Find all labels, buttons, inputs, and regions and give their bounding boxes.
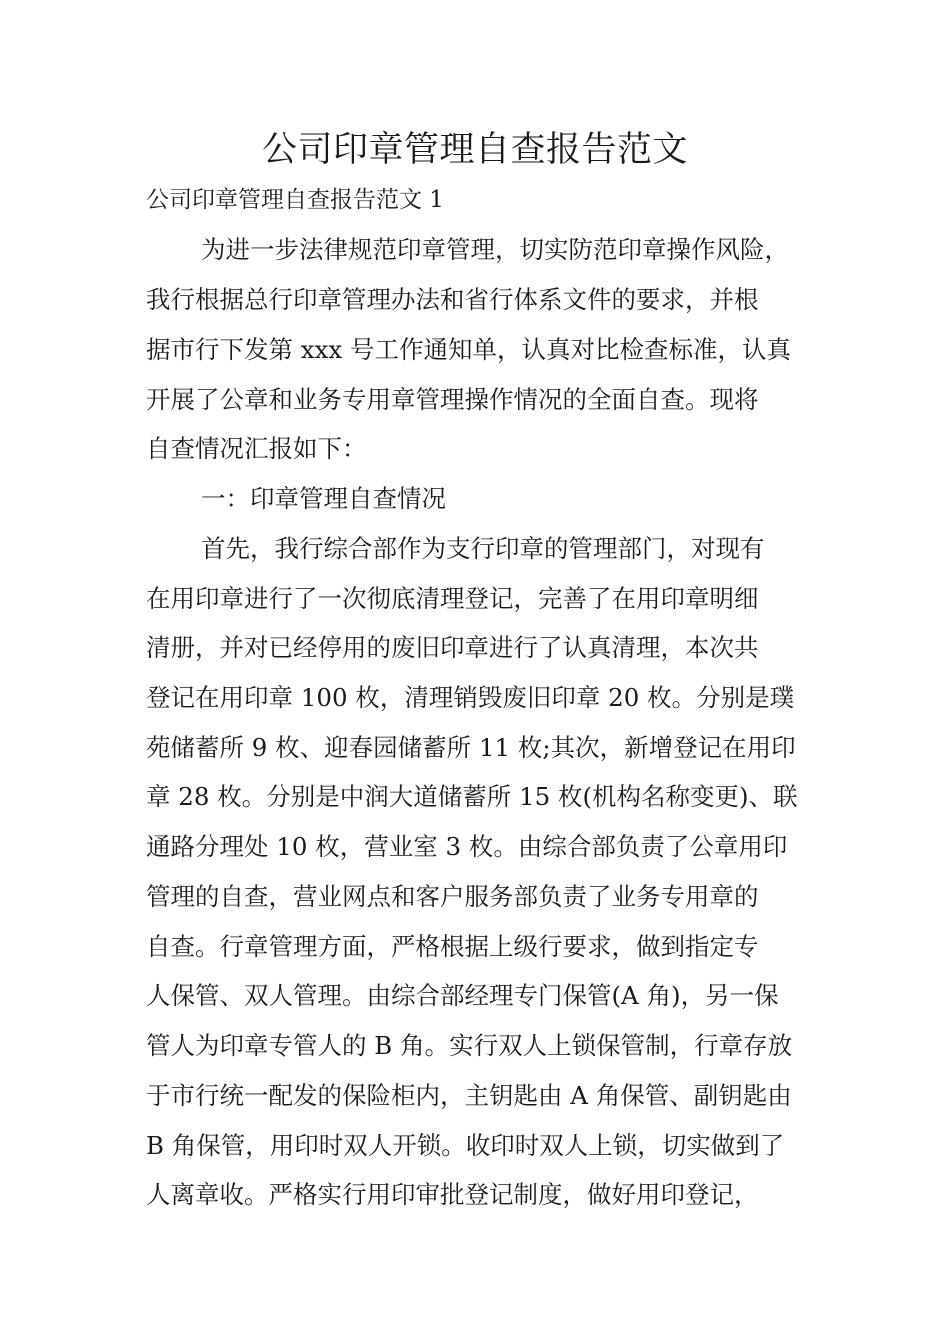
text-line: 开展了公章和业务专用章管理操作情况的全面自查。现将 xyxy=(146,385,759,414)
text-line: 据市行下发第 xxx 号工作通知单，认真对比检查标准，认真 xyxy=(146,335,792,364)
text-line: 管人为印章专管人的 B 角。实行双人上锁保管制，行章存放 xyxy=(146,1031,793,1060)
text-line: 章 28 枚。分别是中润大道储蓄所 15 枚(机构名称变更)、联 xyxy=(146,782,798,811)
section-heading: 一：印章管理自查情况 xyxy=(201,484,446,513)
text-line: 在用印章进行了一次彻底清理登记，完善了在用印章明细 xyxy=(146,584,759,613)
text-line: 通路分理处 10 枚，营业室 3 枚。由综合部负责了公章用印 xyxy=(146,832,788,861)
text-line: 管理的自查，营业网点和客户服务部负责了业务专用章的 xyxy=(146,882,759,911)
text-line: 首先，我行综合部作为支行印章的管理部门，对现有 xyxy=(201,534,765,563)
text-line: 自查。行章管理方面，严格根据上级行要求，做到指定专 xyxy=(146,932,759,961)
text-line: 为进一步法律规范印章管理，切实防范印章操作风险， xyxy=(201,235,789,264)
text-line: B 角保管，用印时双人开锁。收印时双人上锁，切实做到了 xyxy=(146,1131,785,1160)
text-line: 清册，并对已经停用的废旧印章进行了认真清理，本次共 xyxy=(146,633,759,662)
document-subtitle: 公司印章管理自查报告范文 1 xyxy=(146,187,444,213)
text-line: 人保管、双人管理。由综合部经理专门保管(A 角)，另一保 xyxy=(146,981,779,1010)
text-line: 苑储蓄所 9 枚、迎春园储蓄所 11 枚;其次，新增登记在用印 xyxy=(146,733,796,762)
text-line: 我行根据总行印章管理办法和省行体系文件的要求，并根 xyxy=(146,285,759,314)
text-line: 自查情况汇报如下： xyxy=(146,434,367,463)
document-title: 公司印章管理自查报告范文 xyxy=(261,130,688,170)
text-line: 人离章收。严格实行用印审批登记制度，做好用印登记， xyxy=(146,1180,759,1209)
text-line: 登记在用印章 100 枚，清理销毁废旧印章 20 枚。分别是璞 xyxy=(146,683,795,712)
text-line: 于市行统一配发的保险柜内，主钥匙由 A 角保管、副钥匙由 xyxy=(146,1081,792,1110)
